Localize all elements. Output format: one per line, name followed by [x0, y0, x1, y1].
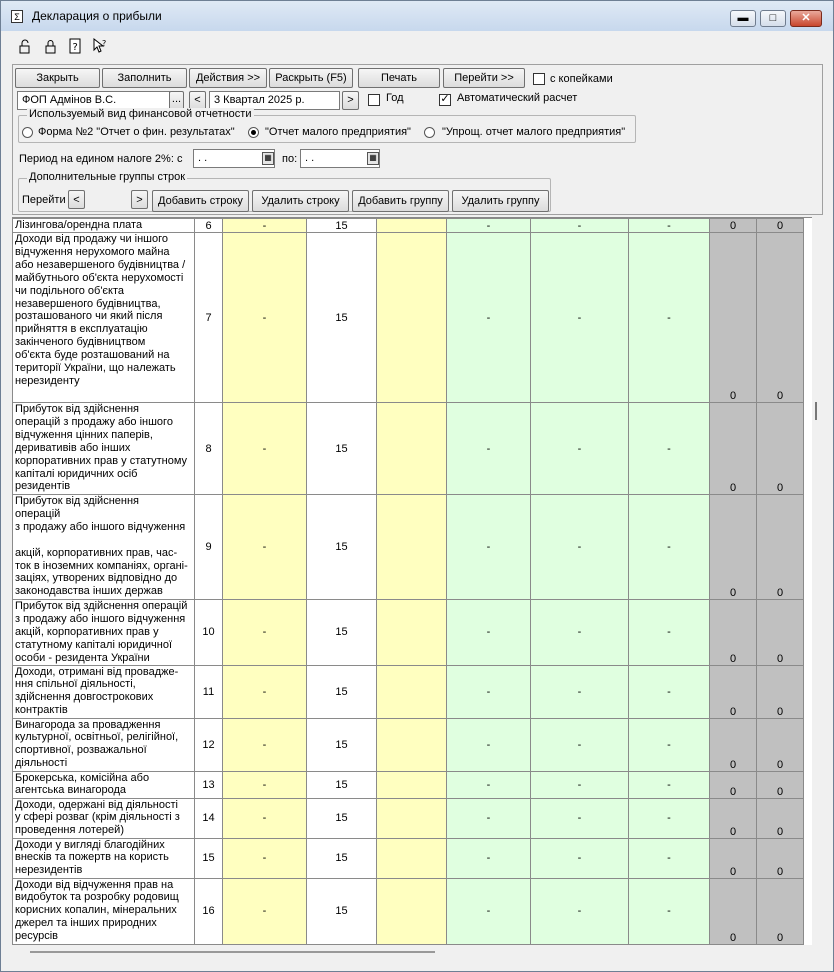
value-cell-2[interactable]: 15 [307, 878, 377, 944]
declaration-grid [12, 217, 812, 945]
value-cell-1[interactable]: - [223, 233, 307, 403]
pointer-help-icon[interactable] [92, 38, 108, 54]
value-cell-4[interactable]: - [447, 878, 531, 944]
value-cell-8: 0 [757, 233, 804, 403]
value-cell-8: 0 [757, 665, 804, 718]
value-cell-8: 0 [757, 495, 804, 600]
row-number-cell: 10 [195, 600, 223, 666]
value-cell-8: 0 [757, 771, 804, 798]
value-cell-3[interactable] [377, 718, 447, 771]
value-cell-1[interactable]: - [223, 600, 307, 666]
value-cell-4[interactable]: - [447, 403, 531, 495]
expand-button[interactable]: Раскрыть (F5) [269, 68, 353, 88]
value-cell-5[interactable]: - [531, 771, 629, 798]
value-cell-5[interactable]: - [531, 219, 629, 233]
lock-icon[interactable] [42, 38, 58, 54]
value-cell-3[interactable] [377, 771, 447, 798]
table-row[interactable] [13, 878, 804, 944]
value-cell-8: 0 [757, 798, 804, 838]
table-row[interactable] [13, 798, 804, 838]
kopecks-checkbox[interactable] [533, 73, 545, 85]
period-field[interactable]: 3 Квартал 2025 р. [209, 91, 340, 110]
value-cell-4[interactable]: - [447, 600, 531, 666]
value-cell-4[interactable]: - [447, 771, 531, 798]
value-cell-2[interactable]: 15 [307, 718, 377, 771]
value-cell-3[interactable] [377, 878, 447, 944]
date-from-calendar-icon[interactable]: ▦ [262, 152, 274, 165]
value-cell-1[interactable]: - [223, 771, 307, 798]
year-checkbox[interactable] [368, 94, 380, 106]
table-row[interactable] [13, 219, 804, 233]
value-cell-4[interactable]: - [447, 798, 531, 838]
value-cell-7: 0 [710, 403, 757, 495]
add-group-button[interactable]: Добавить группу [352, 190, 449, 212]
row-number-cell: 6 [195, 219, 223, 233]
table-row[interactable] [13, 718, 804, 771]
table-row[interactable] [13, 771, 804, 798]
report-type-label-1: Форма №2 "Отчет о фин. результатах" [38, 126, 235, 138]
value-cell-6[interactable]: - [629, 878, 710, 944]
value-cell-6[interactable]: - [629, 771, 710, 798]
extra-groups-legend: Дополнительные группы строк [29, 171, 186, 183]
value-cell-8: 0 [757, 600, 804, 666]
row-number-cell: 12 [195, 718, 223, 771]
value-cell-4[interactable]: - [447, 219, 531, 233]
value-cell-6[interactable]: - [629, 403, 710, 495]
value-cell-6[interactable]: - [629, 233, 710, 403]
value-cell-2[interactable]: 15 [307, 798, 377, 838]
value-cell-7: 0 [710, 771, 757, 798]
date-from-field[interactable]: . . [193, 149, 275, 168]
value-cell-1[interactable]: - [223, 495, 307, 600]
row-number-cell: 14 [195, 798, 223, 838]
value-cell-1[interactable]: - [223, 878, 307, 944]
lock-open-icon[interactable] [17, 38, 33, 54]
close-window-button[interactable]: ✕ [790, 10, 822, 27]
row-number-cell: 9 [195, 495, 223, 600]
vertical-scroll-thumb[interactable] [815, 402, 817, 420]
value-cell-2[interactable]: 15 [307, 233, 377, 403]
value-cell-7: 0 [710, 798, 757, 838]
row-name-cell: Прибуток від здійснення операцій з продажу або іншого відчуження акцій, корпоративних прав у статутному капіталі юридичної особи - резидента України [13, 600, 195, 666]
value-cell-6[interactable]: - [629, 798, 710, 838]
goto-button[interactable]: Перейти >> [443, 68, 525, 88]
value-cell-7: 0 [710, 219, 757, 233]
kopecks-label: с копейками [550, 73, 613, 85]
value-cell-5[interactable]: - [531, 665, 629, 718]
minimize-button[interactable]: ▬ [730, 10, 756, 27]
value-cell-7: 0 [710, 233, 757, 403]
table-row[interactable] [13, 600, 804, 666]
tax-period-label: Период на едином налоге 2%: с [19, 153, 183, 165]
period-next-button[interactable]: > [342, 91, 359, 110]
value-cell-8: 0 [757, 878, 804, 944]
goto-label: Перейти [22, 194, 66, 206]
row-number-cell: 7 [195, 233, 223, 403]
value-cell-8: 0 [757, 219, 804, 233]
report-type-label-3: "Упрощ. отчет малого предприятия" [442, 126, 626, 138]
row-name-cell: Доходи від відчуження прав на видобуток та розробку родовищ корисних копалин, мінеральних джерел та інших природних ресурсів [13, 878, 195, 944]
value-cell-8: 0 [757, 718, 804, 771]
value-cell-6[interactable]: - [629, 219, 710, 233]
value-cell-3[interactable] [377, 495, 447, 600]
row-number-cell: 15 [195, 838, 223, 878]
value-cell-5[interactable]: - [531, 600, 629, 666]
person-select-button[interactable]: ... [169, 91, 184, 110]
value-cell-5[interactable]: - [531, 798, 629, 838]
value-cell-1[interactable]: - [223, 219, 307, 233]
table-row[interactable] [13, 665, 804, 718]
value-cell-7: 0 [710, 665, 757, 718]
value-cell-5[interactable]: - [531, 233, 629, 403]
control-panel [12, 64, 823, 215]
date-to-calendar-icon[interactable]: ▦ [367, 152, 379, 165]
date-to-field[interactable]: . . [300, 149, 380, 168]
value-cell-1[interactable]: - [223, 798, 307, 838]
auto-calc-checkbox[interactable]: ✓ [440, 93, 450, 105]
value-cell-7: 0 [710, 878, 757, 944]
report-type-legend: Используемый вид финансовой отчетности [29, 108, 252, 120]
period-prev-button[interactable]: < [189, 91, 206, 110]
value-cell-2[interactable]: 15 [307, 495, 377, 600]
print-button[interactable]: Печать [358, 68, 440, 88]
close-button[interactable]: Закрыть [15, 68, 100, 88]
value-cell-6[interactable]: - [629, 600, 710, 666]
value-cell-3[interactable] [377, 838, 447, 878]
group-prev-button[interactable]: < [68, 190, 85, 209]
auto-calc-label: Автоматический расчет [457, 92, 578, 104]
help-icon[interactable] [67, 38, 83, 54]
svg-text:?: ? [72, 42, 78, 53]
value-cell-4[interactable]: - [447, 495, 531, 600]
table-row[interactable] [13, 838, 804, 878]
value-cell-3[interactable] [377, 798, 447, 838]
actions-button[interactable]: Действия >> [189, 68, 267, 88]
value-cell-4[interactable]: - [447, 665, 531, 718]
value-cell-6[interactable]: - [629, 665, 710, 718]
value-cell-7: 0 [710, 838, 757, 878]
vertical-scrollbar[interactable] [813, 217, 823, 944]
value-cell-8: 0 [757, 403, 804, 495]
value-cell-3[interactable] [377, 403, 447, 495]
value-cell-2[interactable]: 15 [307, 219, 377, 233]
value-cell-5[interactable]: - [531, 403, 629, 495]
window-title: Декларация о прибыли [32, 9, 162, 23]
row-name-cell: Брокерська, комісійна або агентська винагорода [13, 771, 195, 798]
maximize-button[interactable]: □ [760, 10, 786, 27]
declaration-table [12, 218, 804, 945]
value-cell-7: 0 [710, 718, 757, 771]
add-row-button[interactable]: Добавить строку [152, 190, 249, 212]
table-row[interactable] [13, 403, 804, 495]
report-type-group [18, 108, 636, 143]
horizontal-scroll-thumb[interactable] [30, 951, 435, 953]
value-cell-2[interactable]: 15 [307, 665, 377, 718]
row-name-cell: Доходи, одержані від діяльності у сфері розваг (крім діяльності з проведення лотерей) [13, 798, 195, 838]
value-cell-7: 0 [710, 600, 757, 666]
value-cell-2[interactable]: 15 [307, 771, 377, 798]
value-cell-5[interactable]: - [531, 838, 629, 878]
row-number-cell: 11 [195, 665, 223, 718]
row-number-cell: 8 [195, 403, 223, 495]
extra-groups-box [18, 171, 551, 212]
value-cell-1[interactable]: - [223, 838, 307, 878]
value-cell-3[interactable] [377, 600, 447, 666]
value-cell-4[interactable]: - [447, 233, 531, 403]
value-cell-3[interactable] [377, 219, 447, 233]
row-number-cell: 16 [195, 878, 223, 944]
row-name-cell: Доходи, отримані від провадже- ння спільної діяльності, здійснення довгострокових контрактів [13, 665, 195, 718]
value-cell-8: 0 [757, 838, 804, 878]
row-name-cell: Доходи від продажу чи іншого відчуження нерухомого майна або незавершеного будівництва / майбутнього об'єкта нерухомості чи подільного об'єкта незавершеного будівництва, розташованого чи який після прийняття в експлуатацію закінченого будівництвом об'єкта буде розташований на території України, що належать нерезиденту [13, 233, 195, 403]
row-name-cell: Доходи у вигляді благодійних внесків та пожертв на користь нерезидентів [13, 838, 195, 878]
year-label: Год [386, 92, 404, 104]
svg-text:?: ? [102, 39, 107, 48]
value-cell-5[interactable]: - [531, 878, 629, 944]
value-cell-3[interactable] [377, 233, 447, 403]
value-cell-2[interactable]: 15 [307, 838, 377, 878]
row-name-cell: Винагорода за провадження культурної, освітньої, релігійної, спортивної, розважальної діяльності [13, 718, 195, 771]
fill-button[interactable]: Заполнить [102, 68, 187, 88]
value-cell-5[interactable]: - [531, 718, 629, 771]
title-bar[interactable] [1, 1, 833, 31]
report-type-radio-2[interactable] [248, 127, 259, 138]
toolbar [17, 38, 114, 56]
group-next-button[interactable]: > [131, 190, 148, 209]
value-cell-5[interactable]: - [531, 495, 629, 600]
horizontal-scrollbar[interactable] [12, 945, 812, 957]
value-cell-4[interactable]: - [447, 718, 531, 771]
value-cell-6[interactable]: - [629, 838, 710, 878]
value-cell-3[interactable] [377, 665, 447, 718]
report-type-label-2: "Отчет малого предприятия" [265, 126, 411, 138]
value-cell-1[interactable]: - [223, 665, 307, 718]
row-name-cell: Прибуток від здійснення операцій з продажу або іншого відчуження акцій, корпоративних прав, час- ток в іноземних компаніях, органі- заціях, утворених відповідно до законодавства інших держав [13, 495, 195, 600]
value-cell-6[interactable]: - [629, 718, 710, 771]
app-icon: Σ [11, 10, 23, 23]
value-cell-1[interactable]: - [223, 403, 307, 495]
value-cell-4[interactable]: - [447, 838, 531, 878]
row-name-cell: Прибуток від здійснення операцій з продажу або іншого відчуження цінних паперів, деривативів або інших корпоративних прав у статутному капіталі юридичних осіб резидентів [13, 403, 195, 495]
delete-group-button[interactable]: Удалить группу [452, 190, 549, 212]
delete-row-button[interactable]: Удалить строку [252, 190, 349, 212]
report-type-radio-1[interactable] [22, 127, 33, 138]
table-row[interactable] [13, 495, 804, 600]
value-cell-7: 0 [710, 495, 757, 600]
row-number-cell: 13 [195, 771, 223, 798]
table-row[interactable] [13, 233, 804, 403]
value-cell-2[interactable]: 15 [307, 600, 377, 666]
report-type-radio-3[interactable] [424, 127, 435, 138]
value-cell-2[interactable]: 15 [307, 403, 377, 495]
value-cell-1[interactable]: - [223, 718, 307, 771]
tax-period-to-label: по: [282, 153, 298, 165]
row-name-cell: Лізингова/орендна плата [13, 219, 195, 233]
person-field[interactable]: ФОП Адмінов В.С. [17, 91, 170, 110]
value-cell-6[interactable]: - [629, 495, 710, 600]
